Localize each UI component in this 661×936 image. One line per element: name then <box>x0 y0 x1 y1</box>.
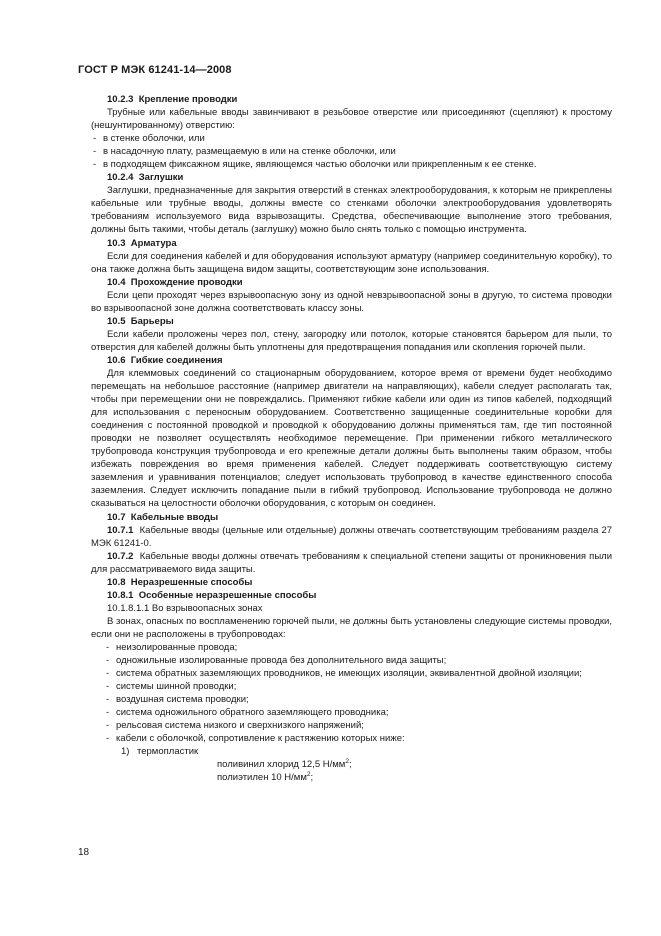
clause-number: 10.7.1 <box>107 524 134 536</box>
section-title: Гибкие соединения <box>130 354 223 366</box>
section-title: Кабельные вводы <box>130 511 219 523</box>
material-sup: 2 <box>306 771 311 779</box>
list-item: - неизолированные провода; <box>106 641 238 653</box>
material-tail: ; <box>310 772 314 784</box>
list-item-text: в насадочную плату, размещаемую в или на стенке оболочки, или <box>103 146 396 158</box>
document-body <box>91 93 612 784</box>
section-number: 10.3 <box>107 237 126 249</box>
paragraph: Заглушки, предназначенные для закрытия отверстий в стенках электрооборудования, к которым не прикреплены кабельные или трубные вводы, должны вместе со стенками оболочки электрооборудования удовлетворять требованиям используемого вида взрывозащиты. Средства, обеспечивающие выполнение этого требования, должны быть такими, чтобы деталь (заглушку) можно было снять только с помощью инструмента. <box>91 185 612 236</box>
list-item-text: кабели с оболочкой, сопротивление к растяжению которых ниже: <box>116 733 405 745</box>
list-item: - в стенке оболочки, или <box>93 133 205 145</box>
section-title: Неразрешенные способы <box>130 576 253 588</box>
section-heading <box>91 354 612 367</box>
paragraph: Если цепи проходят через взрывоопасную зону из одной невзрывоопасной зоны в другую, то система проводки во взрывоопасной зоне должна соответствовать классу зоны. <box>91 289 612 314</box>
section-title: Прохождение проводки <box>130 276 243 288</box>
material-line <box>91 758 612 771</box>
section-number: 10.2.3 <box>107 94 134 105</box>
section-number: 10.6 <box>107 354 126 366</box>
list-item: - в насадочную плату, размещаемую в или на стенке оболочки, или <box>93 146 396 158</box>
clause-text: Кабельные вводы (цельные или отдельные) должны отвечать соответствующим требованиям раздела 27 МЭК 61241-0. <box>91 524 613 549</box>
list-item: - система обратных заземляющих проводников, не имеющих изоляции, эквивалентной двойной изоляции; <box>106 668 582 680</box>
paragraph <box>91 524 612 550</box>
paragraph: Для клеммовых соединений со стационарным оборудованием, которое время от времени будет необходимо перемещать на небольшое расстояние (например двигатели на направляющих), кабели следует располагать так, чтобы при перемещении они не повреждались. Применяют гибкие кабели или один из типов кабелей, подходящий для использования с переносным оборудованием. Соответственно защищенные соединительные коробки для соединения с постоянной проводкой и проводкой к оборудованию должны применяться там, где тип постоянной проводки не позволяет осуществлять необходимое перемещение. При применении гибкого металлического трубопровода конструкция трубопровода и его крепежные детали должны быть выполнены таким образом, чтобы избежать повреждения во время применения кабелей. Следует поддерживать соответствующую систему заземления и уравнивания потенциалов; следует использовать трубопровод в качестве единственного способа заземления. Следует исключить попадание пыли в гибкий трубопровод. Использование трубопровода не должно сказываться на целостности оболочки оборудования, с которым он соединен. <box>91 367 612 510</box>
section-title: Крепление проводки <box>138 94 238 105</box>
clause-heading: 10.1.8.1.1 Во взрывоопасных зонах <box>107 602 263 614</box>
material-sup: 2 <box>345 758 349 766</box>
section-title: Арматура <box>130 237 177 249</box>
material-name: поливинил хлорид 12,5 Н/мм <box>217 759 346 771</box>
document-header: ГОСТ Р МЭК 61241-14—2008 <box>78 64 232 76</box>
section-heading <box>91 237 612 250</box>
section-heading <box>91 576 612 589</box>
section-number: 10.4 <box>107 276 126 288</box>
list-item-text: в подходящем фиксажном ящике, являющемся частью оболочки или прикрепленным к ее стенке. <box>103 159 537 171</box>
list-item: - система одножильного обратного заземляющего проводника; <box>106 707 389 719</box>
list-item-text: системы шинной проводки; <box>116 681 237 693</box>
clause-number: 10.7.2 <box>107 550 134 562</box>
sub-item-number: 1) <box>121 746 130 758</box>
sub-item <box>91 745 612 758</box>
list-item-text: система одножильного обратного заземляющего проводника; <box>116 707 389 719</box>
material-line <box>91 771 612 784</box>
paragraph: Если для соединения кабелей и для оборудования используют арматуру (например соединительную коробку), то она также должна быть защищена видом защиты, соответствующим зоне использования. <box>91 250 612 275</box>
list-item: - воздушная система проводки; <box>106 694 249 706</box>
list-item-text: рельсовая система низкого и сверхнизкого напряжений; <box>116 720 364 732</box>
list-item: - кабели с оболочкой, сопротивление к растяжению которых ниже: <box>106 733 405 745</box>
section-heading <box>91 276 612 289</box>
subsection-heading <box>91 589 612 602</box>
paragraph: Если кабели проложены через пол, стену, загородку или потолок, которые становятся барьером для пыли, то отверстия для кабелей должны быть уплотнены для предотвращения попадания или скопления горючей пыли. <box>91 328 612 353</box>
section-title: Особенные неразрешенные способы <box>138 589 317 601</box>
list-item: - системы шинной проводки; <box>106 681 237 693</box>
list-item-text: воздушная система проводки; <box>116 694 249 706</box>
section-number: 10.8 <box>107 576 126 588</box>
list-item: - одножильные изолированные провода без дополнительного вида защиты; <box>106 655 447 667</box>
material-tail: ; <box>348 759 352 771</box>
paragraph <box>91 550 612 576</box>
section-heading <box>91 315 612 328</box>
section-title: Заглушки <box>138 172 184 184</box>
paragraph: В зонах, опасных по воспламенению горючей пыли, не должны быть установлены следующие системы проводки, если они не расположены в трубопроводах: <box>91 615 612 640</box>
section-title: Барьеры <box>130 315 174 327</box>
paragraph: Трубные или кабельные вводы завинчивают в резьбовое отверстие или присоединяют (сцепляют) к простому (нешунтированному) отверстию: <box>91 107 612 132</box>
list-item: - рельсовая система низкого и сверхнизкого напряжений; <box>106 720 364 732</box>
list-item-text: одножильные изолированные провода без дополнительного вида защиты; <box>116 655 447 667</box>
sub-item-label: термопластик <box>137 746 199 758</box>
clause-text: Кабельные вводы должны отвечать требованиям к специальной степени защиты от проникновения пыли для рассматриваемого вида защиты. <box>91 550 612 575</box>
section-number: 10.7 <box>107 511 126 523</box>
section-heading <box>91 93 612 106</box>
section-number: 10.2.4 <box>107 172 134 184</box>
page-number: 18 <box>78 847 90 858</box>
section-number: 10.8.1 <box>107 589 134 601</box>
material-name: полиэтилен 10 Н/мм <box>217 772 307 784</box>
list-item-text: система обратных заземляющих проводников, не имеющих изоляции, эквивалентной двойной изоляции; <box>116 668 582 680</box>
section-heading <box>91 511 612 524</box>
list-item-text: неизолированные провода; <box>116 641 238 653</box>
section-heading <box>91 171 612 184</box>
section-number: 10.5 <box>107 315 126 327</box>
list-item-text: в стенке оболочки, или <box>103 133 205 145</box>
list-item: - в подходящем фиксажном ящике, являющемся частью оболочки или прикрепленным к ее стенке. <box>93 159 537 171</box>
